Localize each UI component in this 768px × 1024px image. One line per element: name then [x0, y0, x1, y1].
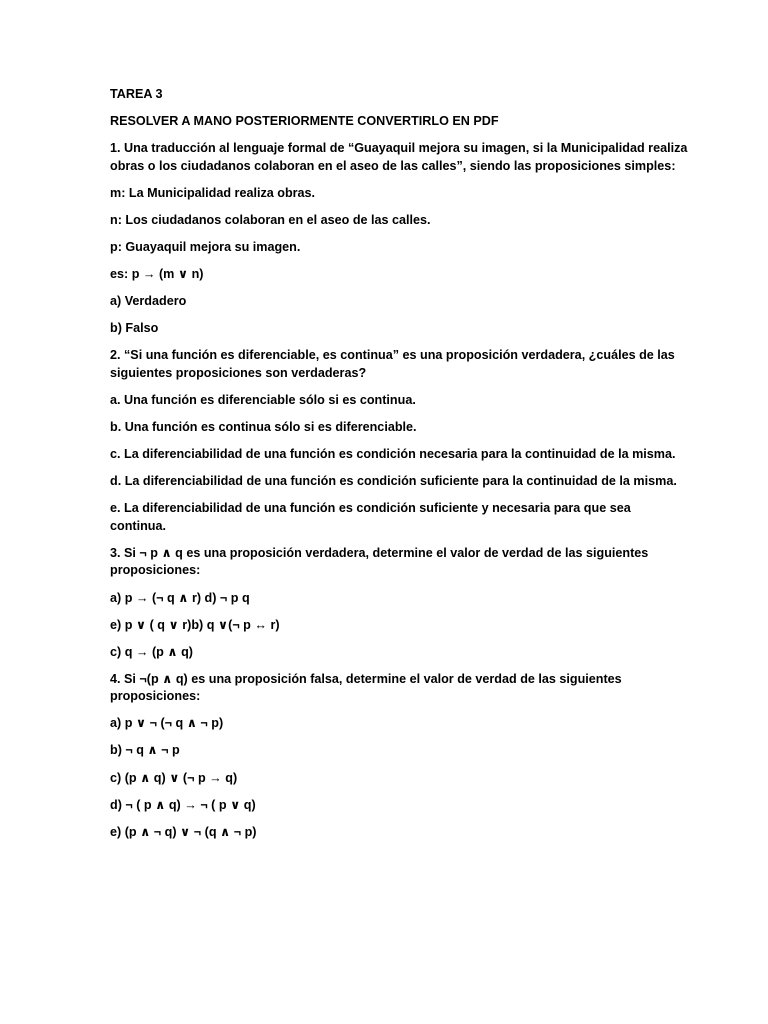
option-false: b) Falso — [110, 321, 159, 336]
definition-m: m: La Municipalidad realiza obras. — [110, 185, 316, 200]
definition-n: n: Los ciudadanos colaboran en el aseo de las calles. — [110, 212, 431, 227]
definition-p: p: Guayaquil mejora su imagen. — [110, 239, 301, 254]
question-4-item-d: d) ¬ ( p ∧ q) → ¬ ( p ∨ q) — [110, 797, 256, 812]
document-instruction: RESOLVER A MANO POSTERIORMENTE CONVERTIRLO EN PDF — [110, 114, 499, 129]
question-3: 3. Si ¬ p ∧ q es una proposición verdadera, determine el valor de verdad de las siguientes proposiciones: — [110, 545, 649, 578]
question-1: 1. Una traducción al lenguaje formal de “Guayaquil mejora su imagen, si la Municipalidad realiza obras o los ciudadanos colaboran en el aseo de las calles”, siendo las proposiciones simples: — [110, 141, 688, 173]
question-2-option-d: d. La diferenciabilidad de una función es condición suficiente para la continuidad de la misma. — [110, 474, 677, 489]
question-3-items-ad: a) p → (¬ q ∧ r) d) ¬ p q — [110, 590, 250, 605]
question-2-option-e: e. La diferenciabilidad de una función es condición suficiente y necesaria para que sea continua. — [110, 501, 631, 533]
question-4: 4. Si ¬(p ∧ q) es una proposición falsa, determine el valor de verdad de las siguientes proposiciones: — [110, 671, 622, 704]
question-4-item-a: a) p ∨ ¬ (¬ q ∧ ¬ p) — [110, 716, 224, 731]
question-2-option-c: c. La diferenciabilidad de una función es condición necesaria para la continuidad de la misma. — [110, 447, 676, 462]
question-4-item-e: e) (p ∧ ¬ q) ∨ ¬ (q ∧ ¬ p) — [110, 824, 257, 839]
question-3-items-eb: e) p ∨ ( q ∨ r)b) q ∨(¬ p ↔ r) — [110, 617, 280, 632]
document-heading: TAREA 3 — [110, 87, 163, 101]
question-4-item-b: b) ¬ q ∧ ¬ p — [110, 743, 180, 758]
option-true: a) Verdadero — [110, 294, 187, 309]
question-4-item-c: c) (p ∧ q) ∨ (¬ p → q) — [110, 770, 238, 785]
question-2-option-b: b. Una función es continua sólo si es diferenciable. — [110, 420, 417, 435]
formula-statement: es: p → (m ∨ n) — [110, 267, 204, 282]
question-3-item-c: c) q → (p ∧ q) — [110, 644, 193, 659]
question-2-option-a: a. Una función es diferenciable sólo si es continua. — [110, 392, 416, 407]
question-2: 2. “Si una función es diferenciable, es continua” es una proposición verdadera, ¿cuáles de las siguientes proposiciones son verdaderas? — [110, 348, 675, 380]
